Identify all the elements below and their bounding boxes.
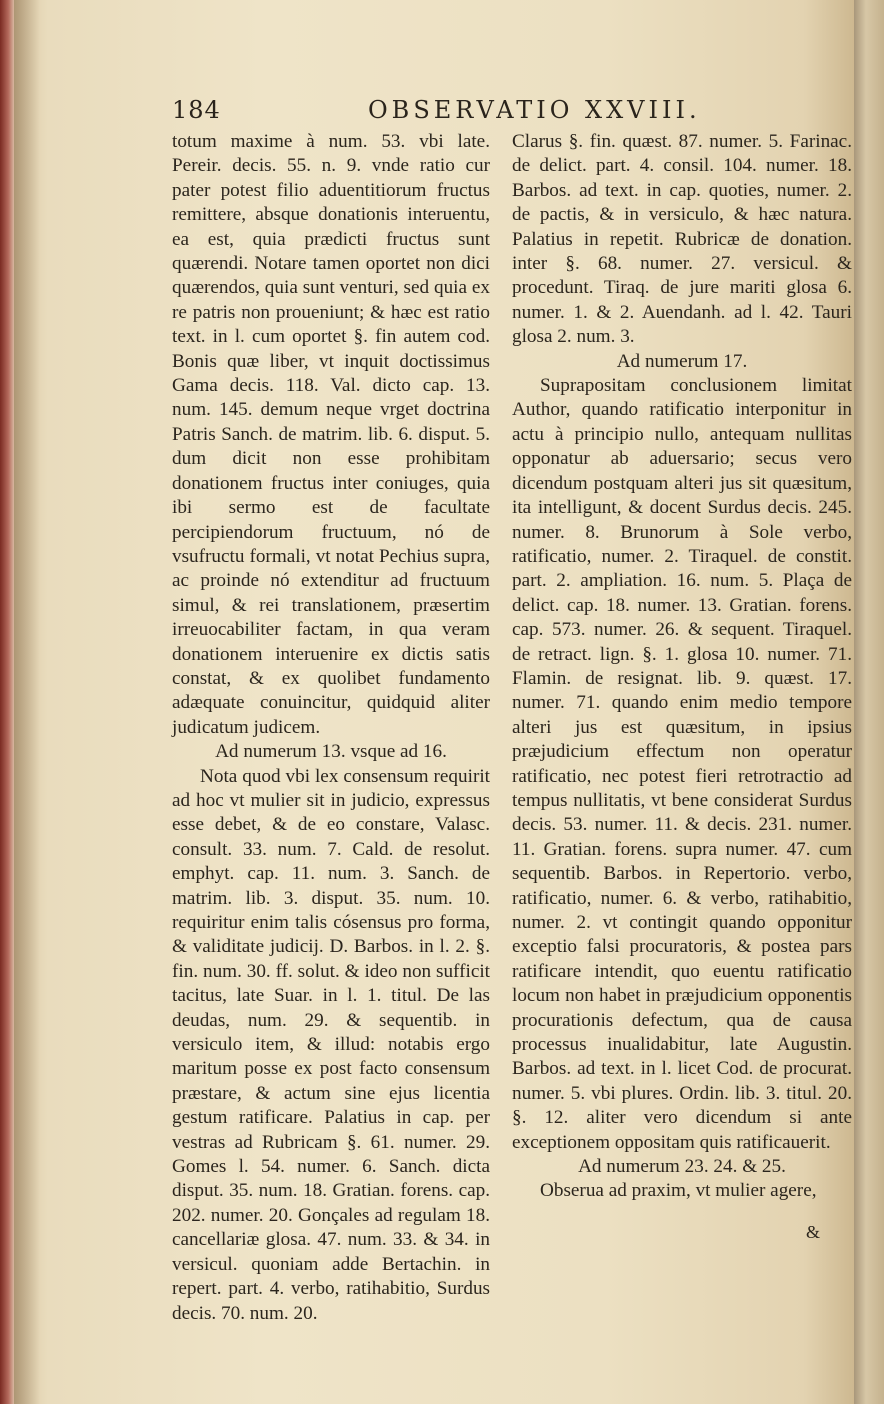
page-number: 184 xyxy=(172,96,221,124)
book-cover-edge xyxy=(0,0,14,1404)
section-heading: Ad numerum 13. vsque ad 16. xyxy=(215,741,447,763)
gutter-shadow xyxy=(14,0,40,1404)
paragraph: Obserua ad praxim, vt mulier agere, xyxy=(540,1180,817,1202)
paragraph: totum maxime à num. 53. vbi late. Pereir. decis. 55. n. 9. vnde ratio cur pater potest filio aduentitiorum fructus remittere, absque donationis interuentu, ea est, quia prædicti fructus sunt quærendi. Notare tamen oportet non dici quærendos, quia sunt venturi, sed quia ex re patris non proueniunt; & hæc est ratio text. in l. cum oportet §. fin autem cod. Bonis quæ liber, vt inquit doctissimus Gama decis. 118. Val. dicto cap. 13. num. 145. demum neque vrget doctrina Patris Sanch. de matrim. lib. 6. disput. 5. dum dicit non esse prohibitam donationem fructus inter coniuges, quia ibi sermo est de facultate percipiendorum fructuum, nó de vsufructu formali, vt notat Pechius supra, ac proinde nó extenditur ad fructuum simul, & rei translationem, præsertim irreuocabiliter factam, in qua veram donationem interuenire ex dictis satis constat, & ex quolibet fundamento adæquate conuincitur, quidquid aliter judicatum judicem. xyxy=(172,131,490,738)
paragraph: Nota quod vbi lex consensum requirit ad hoc vt mulier sit in judicio, expressus esse debet, & de eo constare, Valasc. consult. 33. num. 7. Cald. de resolut. emphyt. cap. 11. num. 3. Sanch. de matrim. lib. 3. disput. 35. num. 10. requiritur enim talis cósensus pro forma, & validitate judicij. D. Barbos. in l. 2. §. fin. num. 30. ff. solut. & ideo non sufficit tacitus, late Suar. in l. 1. titul. De las deudas, num. 29. & sequentib. in versiculo item, & illud: notabis ergo maritum posse ex post facto consensum præstare, & actum sine ejus licentia gestum ratificare. Palatius in cap. per vestras ad Rubricam §. 61. numer. 29. Gomes l. 54. numer. 6. Sanch. dicta disput. 35. num. 18. Gratian. forens. cap. 202. numer. 20. Gonçales ad regulam 18. cancellariæ glosa. 47. num. 33. & 34. in versicul. quoniam adde Bertachin. in repert. part. 4. verbo, ratihabitio, Surdus decis. 70. num. 20. xyxy=(172,765,490,1324)
left-column xyxy=(172,130,490,1326)
paragraph: Clarus §. fin. quæst. 87. numer. 5. Farinac. de delict. part. 4. consil. 104. numer. 18. Barbos. ad text. in cap. quoties, numer. 2. de pactis, & in versiculo, & hæc natura. Palatius in repetit. Rubricæ de donation. inter §. 68. numer. 27. versicul. & procedunt. Tiraq. de jure mariti glosa 6. numer. 1. & 2. Auendanh. ad l. 42. Tauri glosa 2. num. 3. xyxy=(512,131,852,348)
paragraph: Suprapositam conclusionem limitat Author, quando ratificatio interponitur in actu à principio nullo, antequam nullitas opponatur ab aduersario; secus vero dicendum postquam alteri jus sit quæsitum, ita intelligunt, & docent Surdus decis. 245. numer. 8. Brunorum à Sole verbo, ratificatio, numer. 2. Tiraquel. de constit. part. 2. ampliation. 16. num. 5. Plaça de delict. cap. 18. numer. 13. Gratian. forens. cap. 573. numer. 26. & sequent. Tiraquel. de retract. lign. §. 1. glosa 10. numer. 71. Flamin. de resignat. lib. 9. quæst. 17. numer. 71. quando enim medio tempore alteri jus est quæsitum, in ipsius præjudicium effectum non operatur ratificatio, nec potest fieri retrotractio ad tempus nullitatis, vt bene considerat Surdus decis. 53. numer. 11. & decis. 231. numer. 11. Gratian. forens. supra numer. 47. cum sequentib. Barbos. in Repertorio. verbo, ratificatio, numer. 6. & verbo, ratihabitio, numer. 2. vt contingit quando opponitur exceptio falsi procuratoris, & postea pars ratificare intendit, quo euentu ratificatio locum non habet in præjudicium opponentis procurationis defectum, qua de causa processus inualidabitur, late Augustin. Barbos. ad text. in l. licet Cod. de procurat. numer. 5. vbi plures. Ordin. lib. 3. titul. 20. §. 12. aliter vero dicendum si ante exceptionem oppositam quis ratificauerit. xyxy=(512,375,852,1153)
right-column xyxy=(512,130,852,1204)
catchword: & xyxy=(805,1222,820,1242)
facing-page-edge xyxy=(854,0,884,1404)
running-head: OBSERVATIO XXVIII. xyxy=(368,96,701,124)
section-heading: Ad numerum 17. xyxy=(616,350,748,372)
section-heading: Ad numerum 23. 24. & 25. xyxy=(578,1156,786,1178)
